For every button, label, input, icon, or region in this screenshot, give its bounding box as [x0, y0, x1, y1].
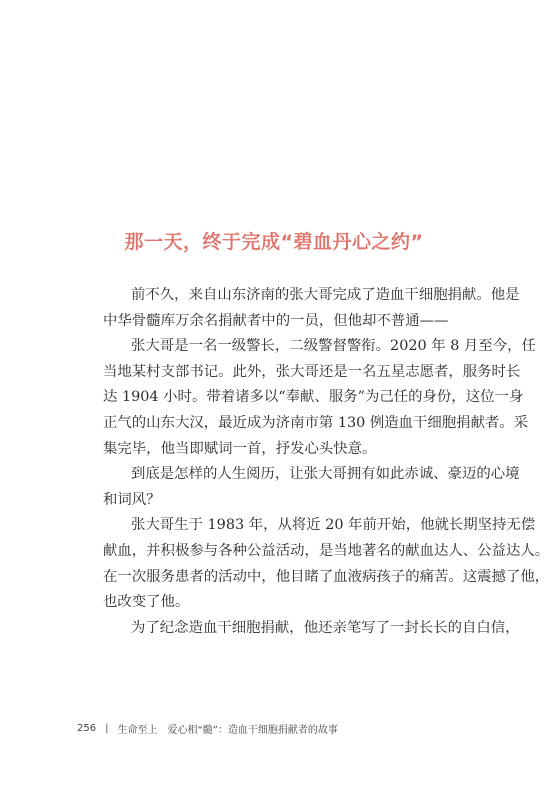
body-text [74, 283, 549, 641]
paragraph [74, 334, 536, 462]
text-line: 到底是怎样的人生阅历，让张大哥拥有如此赤诚、豪迈的心境 [131, 466, 520, 483]
paragraph [74, 462, 520, 513]
chapter-title: 那一天，终于完成“碧血丹心之约” [124, 231, 424, 253]
text-line: 当地某村支部书记。此外，张大哥还是一名五星志愿者，服务时长 [103, 363, 521, 380]
text-line: 和词风？ [103, 491, 161, 508]
text-line: 达 1904 小时。带着诸多以“奉献、服务”为己任的身份，这位一身 [103, 389, 524, 406]
text-line: 在一次服务患者的活动中，他目睹了血液病孩子的痛苦。这震撼了他， [103, 568, 549, 585]
text-line: 中华骨髓库万余名捐献者中的一员，但他却不普通—— [103, 312, 449, 329]
text-line: 也改变了他。 [103, 594, 190, 611]
text-line: 集完毕，他当即赋词一首，抒发心头快意。 [103, 440, 377, 457]
text-line: 为了纪念造血干细胞捐献，他还亲笔写了一封长长的自白信， [131, 619, 520, 636]
paragraph [74, 283, 520, 334]
section-name: 生命至上 [117, 724, 158, 736]
book-title: 爱心相“髓”：造血干细胞捐献者的故事 [167, 724, 338, 736]
page-number: 256 [77, 722, 97, 734]
paragraph [74, 513, 549, 615]
page-footer [77, 719, 338, 737]
text-line: 张大哥生于 1983 年，从将近 20 年前开始，他就长期坚持无偿 [131, 517, 536, 534]
text-line: 前不久，来自山东济南的张大哥完成了造血干细胞捐献。他是 [131, 287, 520, 303]
text-line: 张大哥是一名一级警长，二级警督警衔。2020 年 8 月至今，任 [131, 338, 536, 355]
footer-separator: | [105, 722, 109, 734]
text-line: 正气的山东大汉，最近成为济南市第 130 例造血干细胞捐献者。采 [103, 414, 529, 431]
text-line: 献血，并积极参与各种公益活动，是当地著名的献血达人、公益达人。 [103, 542, 549, 559]
paragraph [74, 616, 520, 642]
